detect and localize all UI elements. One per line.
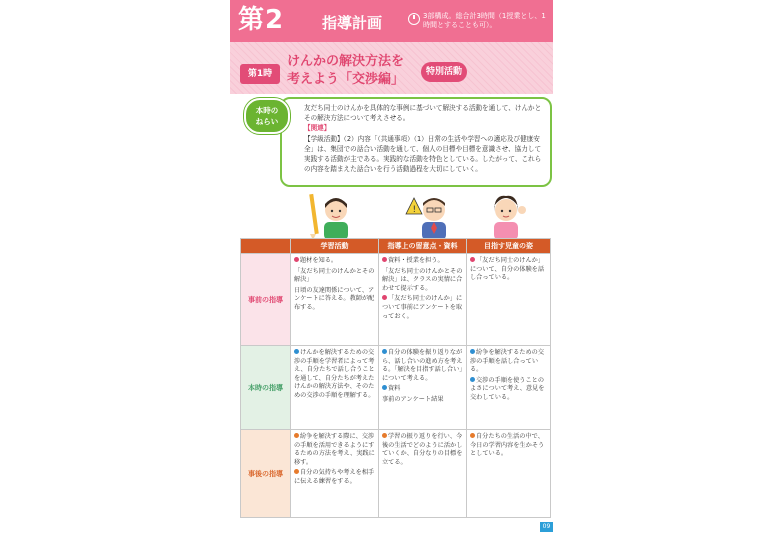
table-row	[241, 430, 551, 518]
header-blank-cell	[241, 239, 291, 254]
stage-label: 事前の指導	[241, 254, 291, 346]
aim-summary: 友だち同士のけんかを具体的な事例に基づいて解決する活動を通して、けんかとその解決方法について考えさせる。	[304, 104, 542, 123]
target-cell	[467, 346, 551, 430]
bullet-icon	[382, 385, 387, 390]
list-item: 交渉の手順を使うことのよさについて考え、意見を交わしている。	[470, 376, 545, 401]
list-item: 「友だち同士のけんか」について事前にアンケートを取っておく。	[382, 295, 463, 320]
lesson-plan-table	[240, 238, 551, 518]
list-item: 自分の気持ちや考えを相手に伝える練習をする。	[294, 469, 375, 485]
svg-text:!: !	[412, 205, 417, 215]
list-item: 紛争を解決する際に、交渉の手順を活用できるようにするための方法を考え、実践に移す。	[294, 433, 375, 466]
aim-badge-line2: ねらい	[255, 117, 279, 126]
list-item: 自分たちの生活の中で、今日の学習内容を生かそうとしている。	[470, 433, 545, 458]
chapter-title: 指導計画	[322, 14, 383, 32]
list-item: 「友だち同士のけんかとその解決」	[294, 267, 375, 284]
bullet-icon	[382, 433, 387, 438]
bullet-icon	[470, 433, 475, 438]
list-item: 紛争を解決するための交渉の手順を話し合っている。	[470, 349, 545, 374]
target-cell	[467, 254, 551, 346]
bullet-icon	[294, 257, 299, 262]
table-row	[241, 346, 551, 430]
bullet-icon	[382, 295, 387, 300]
lesson-number-badge: 第1時	[240, 64, 280, 84]
header-learning-activity: 学習活動	[291, 239, 379, 254]
activity-cell	[291, 254, 379, 346]
bullet-icon	[294, 433, 299, 438]
bullet-icon	[382, 349, 387, 354]
lesson-plan-page	[230, 0, 553, 540]
header-teaching-notes: 指導上の留意点・資料	[379, 239, 467, 254]
activity-cell	[291, 430, 379, 518]
activity-cell	[291, 346, 379, 430]
list-item: 資料	[388, 385, 401, 393]
list-item: 自分の体験を振り返りながら、話し合いの進め方を考える。「解決を目指す話し合い」について考える。	[382, 349, 463, 382]
lesson-title-line2: 考えよう「交渉編」	[287, 72, 405, 87]
chapter-header	[230, 0, 553, 42]
activity-category-badge: 特別活動	[421, 62, 467, 82]
lesson-title-line1: けんかの解決方法を	[287, 54, 405, 69]
list-item: 「友だち同士のけんか」について、自分の体験を話し合っている。	[470, 257, 545, 282]
aim-detail: 【学級活動】（2）内容「（共通事項）（1）日常の生活や学習への適応及び健康安全」は、集団での話合い活動を通して、個人の目標や目標を意識させ、協力して実践する活動が主である。実践的な活動を特色としている。したがって、これらの内容を踏まえた話合いを行う活動過程を大切にしていく。	[304, 134, 542, 174]
bullet-icon	[470, 349, 475, 354]
list-item: 学習の振り返りを行い、今後の生活でどのように活かしていくか、自分なりの目標を立てる。	[382, 433, 463, 466]
time-note: 3部構成。総合計3時間（1授業とし、1時間とすることも可）。	[423, 12, 546, 29]
aim-badge	[244, 98, 290, 134]
chapter-number: 第2	[238, 5, 285, 35]
list-item: 「友だち同士のけんかとその解決」は、クラスの実情に合わせて提示する。	[382, 267, 463, 292]
notes-cell	[379, 254, 467, 346]
header-target-student: 目指す児童の姿	[467, 239, 551, 254]
table-header-row	[241, 239, 551, 254]
aim-badge-line1: 本時の	[255, 106, 279, 115]
target-cell	[467, 430, 551, 518]
stage-label: 本時の指導	[241, 346, 291, 430]
list-item: 題材を知る。	[300, 257, 338, 264]
bullet-icon	[294, 349, 299, 354]
aim-related-label: 【関連】	[304, 124, 331, 133]
page-number: 09	[540, 522, 553, 532]
bullet-icon	[470, 377, 475, 382]
notes-cell	[379, 346, 467, 430]
student-girl-illustration	[480, 188, 540, 240]
aim-box	[280, 97, 552, 187]
notes-cell	[379, 430, 467, 518]
clock-icon	[408, 13, 420, 25]
bullet-icon	[470, 257, 475, 262]
list-item: けんかを解決するための交渉の手順を学習者によって考え、自分たちで話し合うことを通して、自分たちが考えたけんかの解決方法や、そのための交渉の手順を理解する。	[294, 349, 375, 399]
stage-label: 事後の指導	[241, 430, 291, 518]
table-row	[241, 254, 551, 346]
list-item: 日頃の友達関係について、アンケートに答える。教師が配布する。	[294, 286, 375, 311]
student-boy-illustration	[306, 188, 366, 240]
teacher-illustration	[400, 188, 460, 240]
bullet-icon	[382, 257, 387, 262]
list-item: 資料・授業を担う。	[388, 257, 444, 264]
list-item: 事前のアンケート結果	[382, 395, 444, 403]
bullet-icon	[294, 469, 299, 474]
